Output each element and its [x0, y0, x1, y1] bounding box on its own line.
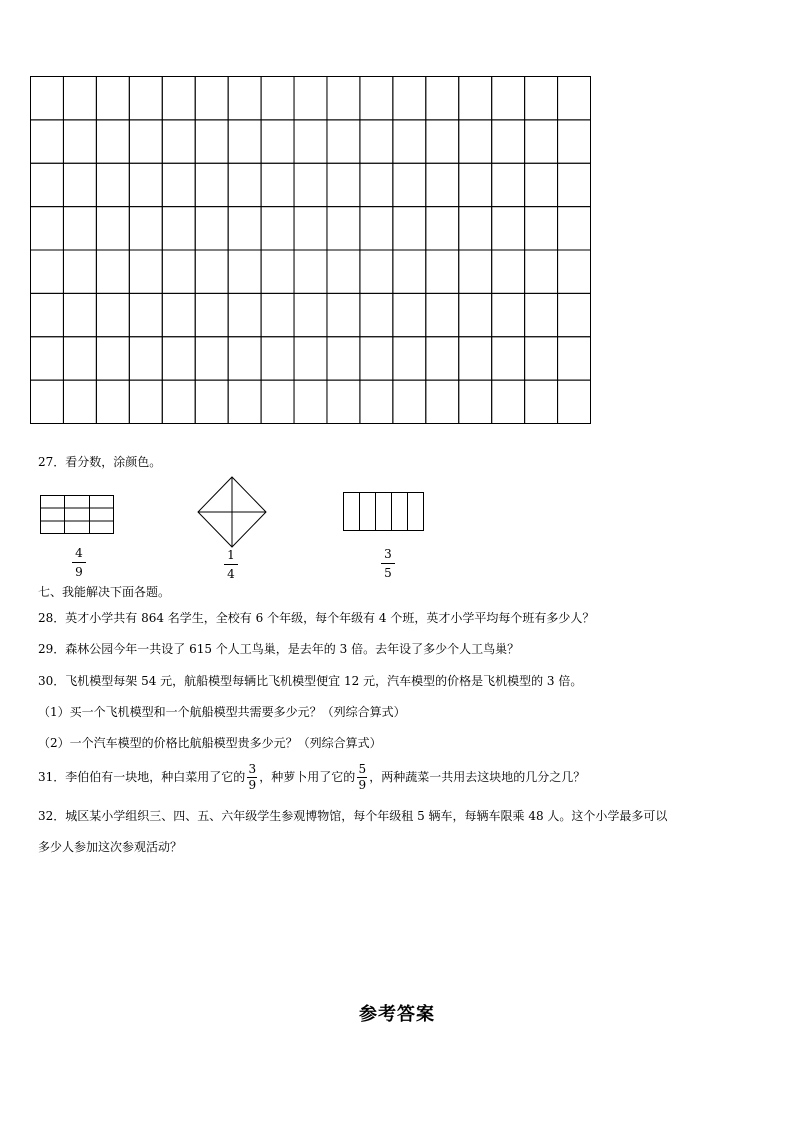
grid-cell[interactable]	[327, 120, 360, 163]
answers-title: 参考答案	[359, 1004, 435, 1025]
grid-cell[interactable]	[261, 380, 294, 423]
grid-cell[interactable]	[558, 337, 591, 380]
grid-cell[interactable]	[492, 380, 525, 423]
grid-cell[interactable]	[162, 120, 195, 163]
grid-cell[interactable]	[492, 337, 525, 380]
q32-line2: 多少人参加这次参观活动？	[38, 840, 183, 854]
grid-cell[interactable]	[31, 120, 64, 163]
grid-cell[interactable]	[162, 163, 195, 206]
q31-fraction-cabbage-denominator: 9	[248, 778, 257, 792]
grid-cell[interactable]	[63, 293, 96, 336]
grid-cell[interactable]	[195, 163, 228, 206]
grid-cell[interactable]	[492, 207, 525, 250]
grid-cell[interactable]	[63, 337, 96, 380]
grid-cell[interactable]	[393, 293, 426, 336]
grid-cell[interactable]	[525, 163, 558, 206]
grid-cell[interactable]	[96, 380, 129, 423]
grid-cell[interactable]	[261, 293, 294, 336]
q30-text: 30．飞机模型每架 54 元，航船模型每辆比飞机模型便宜 12 元，汽车模型的价格是飞机模型的 3 倍。	[38, 674, 583, 688]
grid-cell[interactable]	[228, 163, 261, 206]
grid-cell[interactable]	[195, 120, 228, 163]
q32-line1: 32．城区某小学组织三、四、五、六年级学生参观博物馆，每个年级租 5 辆车，每辆车限乘 48 人。这个小学最多可以	[38, 809, 668, 823]
grid-cell[interactable]	[63, 250, 96, 293]
grid-cell[interactable]	[525, 337, 558, 380]
grid-cell[interactable]	[195, 77, 228, 120]
q31-fraction-cabbage-numerator: 3	[248, 762, 257, 776]
grid-cell[interactable]	[261, 250, 294, 293]
grid-cell[interactable]	[96, 77, 129, 120]
grid-cell[interactable]	[129, 77, 162, 120]
grid-cell[interactable]	[558, 77, 591, 120]
q27-rectangle-nine-parts[interactable]	[40, 495, 114, 535]
q28-text: 28．英才小学共有 864 名学生，全校有 6 个年级，每个年级有 4 个班，英才小学平均每个班有多少人？	[38, 611, 595, 625]
grid-cell[interactable]	[63, 207, 96, 250]
grid-cell[interactable]	[129, 293, 162, 336]
grid-cell[interactable]	[129, 120, 162, 163]
grid-cell[interactable]	[558, 250, 591, 293]
grid-cell[interactable]	[558, 380, 591, 423]
grid-cell[interactable]	[327, 250, 360, 293]
q31-fraction-radish-denominator: 9	[358, 778, 367, 792]
grid-cell[interactable]	[96, 337, 129, 380]
q27-fraction-2-denominator: 4	[227, 567, 235, 581]
answer-grid	[30, 76, 591, 424]
grid-cell[interactable]	[294, 380, 327, 423]
grid-cell[interactable]	[228, 120, 261, 163]
grid-cell[interactable]	[360, 337, 393, 380]
grid-cell[interactable]	[360, 250, 393, 293]
grid-cell[interactable]	[525, 120, 558, 163]
grid-cell[interactable]	[393, 337, 426, 380]
grid-cell[interactable]	[31, 337, 64, 380]
q27-fraction-2-numerator: 1	[227, 548, 235, 562]
grid-cell[interactable]	[459, 380, 492, 423]
grid-cell[interactable]	[525, 380, 558, 423]
grid-cell[interactable]	[294, 163, 327, 206]
grid-cell[interactable]	[393, 163, 426, 206]
grid-cell[interactable]	[459, 120, 492, 163]
grid-cell[interactable]	[426, 380, 459, 423]
grid-cell[interactable]	[162, 380, 195, 423]
q27-fraction-3-denominator: 5	[384, 566, 392, 580]
grid-cell[interactable]	[294, 293, 327, 336]
grid-cell[interactable]	[228, 207, 261, 250]
grid-cell[interactable]	[558, 163, 591, 206]
grid-cell[interactable]	[195, 250, 228, 293]
grid-cell[interactable]	[327, 77, 360, 120]
grid-cell[interactable]	[360, 120, 393, 163]
grid-cell[interactable]	[459, 250, 492, 293]
q31-text	[38, 762, 585, 792]
grid-cell[interactable]	[327, 380, 360, 423]
grid-cell[interactable]	[261, 77, 294, 120]
grid-cell[interactable]	[31, 250, 64, 293]
grid-cell[interactable]	[294, 77, 327, 120]
grid-cell[interactable]	[492, 120, 525, 163]
grid-cell[interactable]	[228, 293, 261, 336]
grid-cell[interactable]	[393, 207, 426, 250]
q27-label: 27．看分数，涂颜色。	[38, 455, 162, 469]
grid-cell[interactable]	[261, 337, 294, 380]
q30-sub2: （2）一个汽车模型的价格比航船模型贵多少元？（列综合算式）	[38, 736, 382, 750]
grid-cell[interactable]	[327, 337, 360, 380]
grid-cell[interactable]	[459, 293, 492, 336]
grid-cell[interactable]	[426, 77, 459, 120]
q27-fraction-1-numerator: 4	[75, 546, 83, 560]
grid-cell[interactable]	[162, 337, 195, 380]
grid-cell[interactable]	[96, 293, 129, 336]
grid-cell[interactable]	[558, 293, 591, 336]
grid-cell[interactable]	[228, 380, 261, 423]
grid-cell[interactable]	[96, 120, 129, 163]
grid-cell[interactable]	[525, 77, 558, 120]
grid-cell[interactable]	[195, 380, 228, 423]
q27-fraction-1-denominator: 9	[75, 565, 83, 579]
grid-cell[interactable]	[459, 77, 492, 120]
grid-cell[interactable]	[63, 77, 96, 120]
grid-cell[interactable]	[393, 77, 426, 120]
grid-cell[interactable]	[31, 380, 64, 423]
grid-cell[interactable]	[393, 250, 426, 293]
grid-cell[interactable]	[195, 207, 228, 250]
grid-cell[interactable]	[261, 163, 294, 206]
grid-cell[interactable]	[162, 77, 195, 120]
grid-cell[interactable]	[228, 250, 261, 293]
grid-cell[interactable]	[492, 250, 525, 293]
grid-cell[interactable]	[63, 380, 96, 423]
q31-fraction-radish-numerator: 5	[358, 762, 367, 776]
q29-text: 29．森林公园今年一共设了 615 个人工鸟巢，是去年的 3 倍。去年设了多少个人工鸟巢？	[38, 642, 520, 656]
q27-diamond-four-parts[interactable]	[197, 476, 267, 548]
grid-cell[interactable]	[459, 337, 492, 380]
q31-part1: 31．李伯伯有一块地，种白菜用了它的	[38, 770, 246, 784]
grid-cell[interactable]	[525, 293, 558, 336]
grid-cell[interactable]	[294, 250, 327, 293]
grid-cell[interactable]	[162, 250, 195, 293]
grid-cell[interactable]	[31, 207, 64, 250]
grid-cell[interactable]	[459, 163, 492, 206]
grid-cell[interactable]	[426, 163, 459, 206]
grid-cell[interactable]	[261, 207, 294, 250]
grid-cell[interactable]	[195, 293, 228, 336]
grid-cell[interactable]	[360, 163, 393, 206]
q27-fraction-3-numerator: 3	[384, 547, 392, 561]
grid-cell[interactable]	[96, 163, 129, 206]
grid-cell[interactable]	[31, 293, 64, 336]
grid-cell[interactable]	[426, 207, 459, 250]
grid-cell[interactable]	[162, 293, 195, 336]
section-heading: 七、我能解决下面各题。	[38, 585, 171, 599]
grid-cell[interactable]	[525, 207, 558, 250]
grid-cell[interactable]	[492, 293, 525, 336]
grid-cell[interactable]	[129, 337, 162, 380]
grid-cell[interactable]	[558, 207, 591, 250]
grid-cell[interactable]	[96, 250, 129, 293]
grid-cell[interactable]	[294, 207, 327, 250]
grid-cell[interactable]	[426, 337, 459, 380]
grid-cell[interactable]	[129, 380, 162, 423]
grid-cell[interactable]	[31, 163, 64, 206]
q27-rectangle-five-parts[interactable]	[343, 492, 425, 532]
grid-cell[interactable]	[129, 207, 162, 250]
q31-part2: ，种萝卜用了它的	[259, 770, 356, 784]
q30-sub1: （1）买一个飞机模型和一个航船模型共需要多少元？（列综合算式）	[38, 705, 406, 719]
grid-cell[interactable]	[393, 380, 426, 423]
q31-part3: ，两种蔬菜一共用去这块地的几分之几？	[369, 770, 586, 784]
grid-cell[interactable]	[360, 207, 393, 250]
grid-cell[interactable]	[426, 250, 459, 293]
grid-cell[interactable]	[492, 77, 525, 120]
grid-cell[interactable]	[162, 207, 195, 250]
grid-cell[interactable]	[228, 337, 261, 380]
grid-cell[interactable]	[63, 120, 96, 163]
grid-cell[interactable]	[525, 250, 558, 293]
grid-cell[interactable]	[294, 337, 327, 380]
grid-cell[interactable]	[360, 380, 393, 423]
grid-cell[interactable]	[195, 337, 228, 380]
q31-fraction-cabbage	[247, 763, 257, 792]
grid-cell[interactable]	[327, 207, 360, 250]
grid-cell[interactable]	[129, 250, 162, 293]
grid-cell[interactable]	[327, 293, 360, 336]
grid-cell[interactable]	[327, 163, 360, 206]
grid-cell[interactable]	[426, 120, 459, 163]
grid-cell[interactable]	[360, 77, 393, 120]
grid-cell[interactable]	[426, 293, 459, 336]
q27-fraction-3	[376, 547, 400, 580]
grid-cell[interactable]	[360, 293, 393, 336]
grid-cell[interactable]	[96, 207, 129, 250]
q27-fraction-1	[67, 546, 91, 579]
grid-cell[interactable]	[31, 77, 64, 120]
grid-cell[interactable]	[393, 120, 426, 163]
grid-cell[interactable]	[558, 120, 591, 163]
grid-cell[interactable]	[492, 163, 525, 206]
grid-cell[interactable]	[294, 120, 327, 163]
grid-cell[interactable]	[261, 120, 294, 163]
grid-cell[interactable]	[129, 163, 162, 206]
grid-cell[interactable]	[228, 77, 261, 120]
q27-fraction-2	[219, 548, 243, 581]
q31-fraction-radish	[357, 763, 367, 792]
grid-cell[interactable]	[63, 163, 96, 206]
grid-cell[interactable]	[459, 207, 492, 250]
